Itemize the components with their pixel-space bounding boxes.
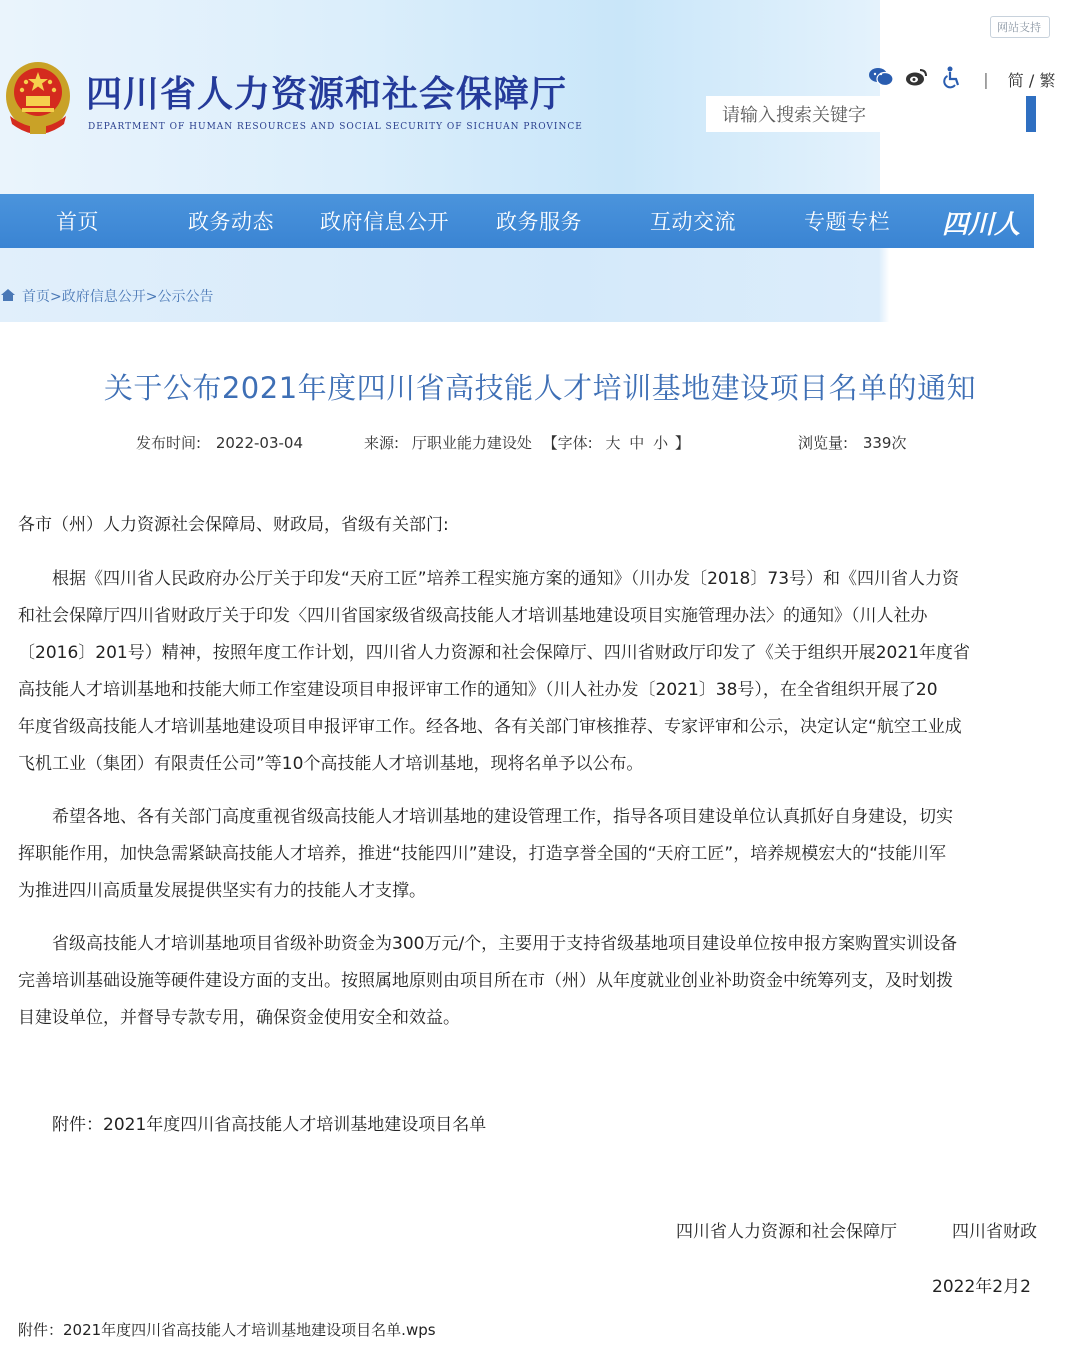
site-support-link[interactable]: 网站支持 — [990, 16, 1050, 38]
breadcrumb — [0, 286, 213, 306]
attachment-file-link[interactable]: 附件：2021年度四川省高技能人才培训基地建设项目名单.wps — [18, 1321, 436, 1339]
paragraph-3-line: 省级高技能人才培训基地项目省级补助资金为300万元/个，主要用于支持省级基地项目建设单位按申报方案购置实训设备 — [52, 934, 958, 954]
weibo-icon[interactable] — [899, 67, 929, 91]
nav-item-services[interactable]: 政务服务 — [496, 210, 582, 234]
paragraph-1-line: 年度省级高技能人才培训基地建设项目申报评审工作。经各地、各有关部门审核推荐、专家评审和公示，决定认定“航空工业成 — [18, 717, 962, 737]
source-value: 厅职业能力建设处 — [411, 434, 532, 452]
paragraph-1-line: 〔2016〕201号）精神，按照年度工作计划，四川省人力资源和社会保障厅、四川省财政厅印发了《关于组织开展2021年度省 — [18, 643, 970, 663]
font-small-button[interactable]: 小 — [653, 434, 669, 452]
nav-item-info-disclosure[interactable]: 政府信息公开 — [320, 210, 449, 234]
paragraph-2-line: 希望各地、各有关部门高度重视省级高技能人才培训基地的建设管理工作，指导各项目建设单位认真抓好自身建设，切实 — [52, 807, 953, 827]
paragraph-1-line: 根据《四川省人民政府办公厅关于印发“天府工匠”培养工程实施方案的通知》（川办发〔2018〕73号）和《四川省人力资 — [52, 569, 960, 589]
paragraph-2-line: 为推进四川高质量发展提供坚实有力的技能人才支撑。 — [18, 881, 426, 901]
nav-item-government-news[interactable]: 政务动态 — [188, 210, 274, 234]
breadcrumb-bar — [0, 248, 1034, 322]
paragraph-2-line: 挥职能作用，加快急需紧缺高技能人才培养，推进“技能四川”建设，打造享誉全国的“天府工匠”，培养规模宏大的“技能川军 — [18, 844, 947, 864]
accessibility-icon[interactable] — [934, 66, 962, 92]
paragraph-1-line: 飞机工业（集团）有限责任公司”等10个高技能人才培训基地，现将名单予以公布。 — [18, 754, 644, 774]
main-nav — [0, 194, 1034, 248]
search-button[interactable] — [1026, 96, 1036, 132]
paragraph-3-line: 目建设单位，并督导专款专用，确保资金使用安全和效益。 — [18, 1008, 460, 1028]
nav-item-home[interactable]: 首页 — [56, 210, 99, 234]
salutation: 各市（州）人力资源社会保障局、财政局，省级有关部门: — [18, 515, 449, 535]
paragraph-1-line: 和社会保障厅四川省财政厅关于印发〈四川省国家级省级高技能人才培训基地建设项目实施管理办法〉的通知》（川人社办 — [18, 606, 928, 626]
view-count — [798, 432, 906, 453]
toolbar-divider: | — [983, 69, 989, 89]
publish-time — [136, 432, 303, 453]
attachment-note: 附件：2021年度四川省高技能人才培训基地建设项目名单 — [52, 1115, 487, 1135]
site-subtitle: DEPARTMENT OF HUMAN RESOURCES AND SOCIAL SECURITY OF SICHUAN PROVINCE — [88, 122, 583, 132]
article-source — [364, 432, 690, 453]
nav-logo[interactable]: 四川人 — [942, 210, 1021, 240]
national-emblem-icon — [4, 58, 72, 138]
views-label: 浏览量: — [798, 434, 849, 452]
paragraph-3-line: 完善培训基础设施等硬件建设方面的支出。按照属地原则由项目所在市（州）从年度就业创业补助资金中统筹列支，及时划拨 — [18, 971, 953, 991]
site-header — [0, 0, 1056, 194]
nav-item-special-topics[interactable]: 专题专栏 — [804, 210, 890, 234]
nav-item-interaction[interactable]: 互动交流 — [650, 210, 736, 234]
font-medium-button[interactable]: 中 — [629, 434, 645, 452]
publish-date: 2022-03-04 — [215, 434, 304, 452]
source-label: 来源: — [364, 434, 400, 452]
publish-label: 发布时间: — [136, 434, 202, 452]
views-value: 339次 — [862, 434, 907, 452]
home-icon — [0, 288, 16, 302]
font-size-label: 【字体: — [542, 434, 593, 452]
header-toolbar — [868, 66, 1055, 92]
language-switch[interactable]: 简 / 繁 — [1007, 70, 1056, 90]
signature-finance: 四川省财政 — [952, 1222, 1037, 1242]
font-large-button[interactable]: 大 — [605, 434, 621, 452]
font-size-close: 】 — [674, 434, 690, 452]
signature-hrss: 四川省人力资源和社会保障厅 — [676, 1222, 897, 1242]
breadcrumb-path[interactable]: 首页>政府信息公开>公示公告 — [22, 289, 214, 305]
search-box — [706, 96, 1036, 132]
site-title[interactable]: 四川省人力资源和社会保障厅 — [86, 73, 568, 115]
article-title: 关于公布2021年度四川省高技能人才培训基地建设项目名单的通知 — [103, 371, 977, 405]
signature-date: 2022年2月2 — [932, 1277, 1031, 1297]
search-input[interactable] — [706, 96, 1042, 134]
paragraph-1-line: 高技能人才培训基地和技能大师工作室建设项目申报评审工作的通知》（川人社办发〔2021〕38号），在全省组织开展了20 — [18, 680, 938, 700]
wechat-icon[interactable] — [868, 67, 894, 91]
